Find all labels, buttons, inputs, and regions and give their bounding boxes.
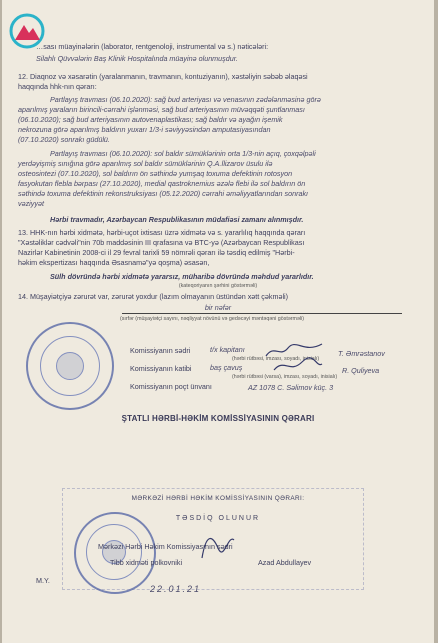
diagnosis-2-line: vəziyyət xyxy=(18,199,44,208)
chair-name: T. Əmrəstanov xyxy=(338,349,385,358)
diagnosis-1-line: (07.10.2020) sonrakı güdülü. xyxy=(18,135,110,144)
document-page xyxy=(2,0,434,643)
handwritten-date: 22.01.21 xyxy=(150,584,202,594)
diagnosis-1-line: aparılmış yaraların birincili-cərrahi işlənməsi, sağ bud arteriyasının müvəqqəti şuntlanması xyxy=(18,105,305,114)
diagnosis-1-line: Partlayış travması (06.10.2020): sağ bud arteriyası və venasının zədələnməsinə görə xyxy=(50,95,321,104)
central-chair-rank: Tibb xidməti polkovniki xyxy=(110,558,183,567)
round-stamp-icon xyxy=(26,322,114,410)
secretary-rank: baş çavuş xyxy=(210,363,243,372)
signature-icon xyxy=(272,356,324,376)
diagnosis-1-line: (06.10.2020); sağ bud arteriyasının autovenaplastikası; sağ baldır və ayağın işemik xyxy=(18,115,283,124)
section-13-line: "Xəstəliklər cədvəli"nin 70b maddəsinin III qrafasına və BTC-yə (Azərbaycan Respublikası xyxy=(18,238,305,247)
central-chair-label: Mərkəzi Hərbi Həkim Komissiyasının sədri xyxy=(98,542,233,551)
diagnosis-1-line: nekrozuna görə aparılmış baldırın yuxarı 1/3-i səviyyəsindən amputasiyasından xyxy=(18,125,271,134)
address-value: AZ 1078 C. Səlimov küç. 3 xyxy=(248,383,334,392)
seal-place-label: M.Y. xyxy=(36,576,50,585)
secretary-name: R. Quliyeva xyxy=(342,366,380,375)
secretary-label: Komissiyanın katibi xyxy=(130,364,192,373)
address-label: Komissiyanın poçt ünvanı xyxy=(130,382,212,391)
commission-heading: ŞTATLI HƏRBİ-HƏKİM KOMİSSİYASININ QƏRARI xyxy=(121,414,315,423)
escort-value: bir nəfər xyxy=(204,303,232,312)
chair-rank: t/x kapitanı xyxy=(210,345,245,354)
divider xyxy=(122,313,402,314)
section-14-line: 14. Müşayiətçiyə zərurət var, zərurət yoxdur (lazım olmayanın üstündən xətt çəkməli) xyxy=(18,292,289,301)
section-13-line: həkim ekspertizası haqqında Əsasnamə"yə qoşma) əsasən, xyxy=(18,258,210,267)
section-13-line: Nazirlər Kabinetinin 2008-ci il 29 fevral tarixli 59 nömrəli qərarı ilə təsdiq edilmiş "Hərbi- xyxy=(18,248,295,257)
diagnosis-2-line: fasyokutan flebla bərpası (27.10.2020), medial qastroknemius əzələ flebi ilə sol baldırın ön xyxy=(18,179,306,188)
verdict-note: (kateqoriyanın şərhini göstərməli) xyxy=(178,283,258,289)
central-chair-name: Azad Abdullayev xyxy=(258,558,312,567)
rank-note: (hərbi rütbəsi (varsa), imzası, soyadı, inisialı) xyxy=(232,374,338,380)
diagnosis-2-line: Partlayış travması (06.10.2020): sol baldır sümüklərinin orta 1/3-nin açıq, çoxqəlpəli xyxy=(50,149,316,158)
section-13-line: 13. HHK-nın hərbi xidmətə, hərbi-uçot ixtisası üzrə xidmətə və s. yararlılıq haqqında qərarı xyxy=(18,228,306,237)
results-line: …sası müayinələrin (laborator, rentgenoloji, instrumental və s.) nəticələri: xyxy=(36,42,269,51)
diagnosis-2-line: yerdəyişmiş sınığına görə aparılmış sol baldır sümüklərinin Q.A.İlizarov üsulu ilə xyxy=(18,159,273,168)
diagnosis-2-line: osteosintezi (07.10.2020), sol baldırın ön səthində yumşaq toxuma defektinin rotosyon xyxy=(18,169,293,178)
verdict-fitness: Sülh dövründə hərbi xidmətə yararsız, müharibə dövründə məhdud yararlıdır. xyxy=(50,272,314,281)
escort-note: (sırfər (müşayiətçi sayını, nəqliyyat növünü və gedəcəyi məntəqəni göstərməli) xyxy=(120,316,305,322)
diagnosis-2-line: səthində toxuma defektinin rekonstruksiyası (05.12.2020) cərrahi əməliyyatlarından sonrakı xyxy=(18,189,309,198)
approved-label: TƏSDİQ OLUNUR xyxy=(175,515,261,522)
central-heading: MƏRKƏZİ HƏRBİ HƏKİM KOMİSSİYASININ QƏRARI: xyxy=(131,495,305,502)
chair-label: Komissiyanın sədri xyxy=(130,346,191,355)
rank-note: (hərbi rütbəsi, imzası, soyadı, inisialı) xyxy=(232,356,320,362)
section-12-title: 12. Diaqnoz və xəsarətin (yaralanmanın, travmanın, kontuziyanın), xəstəliyin səbəb əlaqəsi xyxy=(18,72,308,81)
results-value: Silahlı Qüvvələrin Baş Klinik Hospitalında müayinə olunmuşdur. xyxy=(36,54,238,63)
section-12-subtitle: haqqında hhk-nın qərarı: xyxy=(18,82,97,91)
verdict-injury: Hərbi travmadır, Azərbaycan Respublikasının müdafiəsi zamanı alınmışdır. xyxy=(50,215,304,224)
